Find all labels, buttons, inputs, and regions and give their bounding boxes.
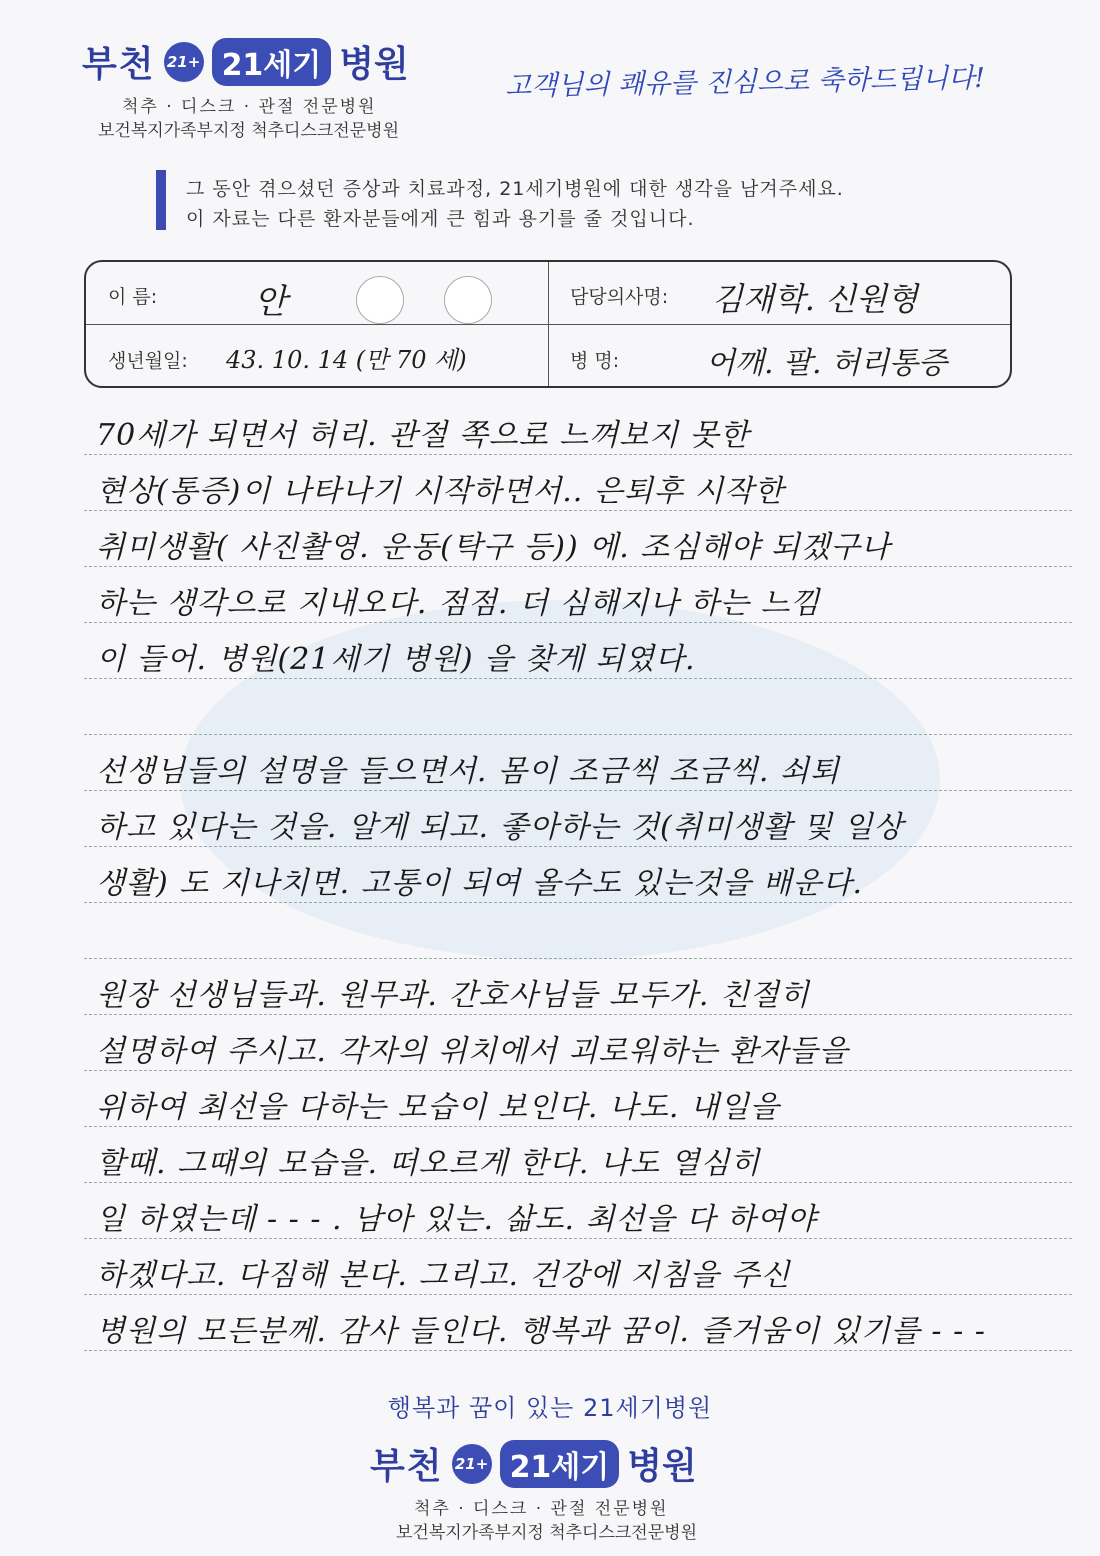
disease-label: 병 명: [570, 350, 620, 372]
ruled-line [84, 1070, 1072, 1071]
header-logo [82, 36, 409, 87]
letter-line: 이 들어. 병원(21세기 병원) 을 찾게 되였다. [96, 642, 696, 677]
doctor-label: 담당의사명: [570, 286, 669, 308]
footer-logo [370, 1438, 697, 1489]
ruled-line [84, 846, 1072, 847]
footer-subtitle-1: 척추 · 디스크 · 관절 전문병원 [414, 1499, 669, 1519]
ruled-line [84, 1294, 1072, 1295]
ruled-line [84, 1238, 1072, 1239]
letter-line: 취미생활( 사진촬영. 운동(탁구 등)) 에. 조심해야 되겠구나 [96, 530, 891, 565]
ruled-line [84, 1126, 1072, 1127]
letter-line: 원장 선생님들과. 원무과. 간호사님들 모두가. 친절히 [96, 978, 810, 1013]
logo-city: 부천 [370, 1446, 444, 1487]
info-box-divider-v [548, 262, 549, 386]
ruled-line [84, 734, 1072, 735]
letter-line: 설명하여 주시고. 각자의 위치에서 괴로워하는 환자들을 [96, 1034, 849, 1069]
logo-brand: 21세기 [212, 38, 332, 86]
footer-slogan: 행복과 꿈이 있는 21세기병원 [387, 1394, 713, 1422]
logo-badge: 21+ [164, 42, 204, 82]
ruled-line [84, 678, 1072, 679]
letter-line: 70세가 되면서 허리. 관절 쪽으로 느껴보지 못한 [96, 418, 750, 453]
letter-line: 병원의 모든분께. 감사 들인다. 행복과 꿈이. 즐거움이 있기를 - - - [96, 1314, 986, 1349]
name-label: 이 름: [108, 286, 158, 308]
letter-line: 생활) 도 지나치면. 고통이 되여 올수도 있는것을 배운다. [96, 866, 864, 901]
logo-city: 부천 [82, 44, 156, 85]
ruled-line [84, 790, 1072, 791]
birth-value: 43. 10. 14 (만 70 세) [226, 346, 467, 374]
letter-line: 할때. 그때의 모습을. 떠오르게 한다. 나도 열심히 [96, 1146, 761, 1181]
letter-line: 하는 생각으로 지내오다. 점점. 더 심해지나 하는 느낌 [96, 586, 821, 621]
redaction-circle-1 [356, 276, 404, 324]
letter-line: 선생님들의 설명을 들으면서. 몸이 조금씩 조금씩. 쇠퇴 [96, 754, 840, 789]
logo-hospital: 병원 [339, 44, 409, 85]
letter-line: 위하여 최선을 다하는 모습이 보인다. 나도. 내일을 [96, 1090, 780, 1125]
ruled-line [84, 902, 1072, 903]
logo-badge: 21+ [452, 1444, 492, 1484]
instruction-line-2: 이 자료는 다른 환자분들에게 큰 힘과 용기를 줄 것입니다. [186, 208, 695, 230]
ruled-line [84, 958, 1072, 959]
name-value: 안 [254, 282, 287, 322]
disease-value: 어깨. 팔. 허리통증 [706, 346, 948, 381]
logo-brand: 21세기 [500, 1440, 620, 1488]
letter-line: 하고 있다는 것을. 알게 되고. 좋아하는 것(취미생활 및 일상 [96, 810, 904, 845]
ruled-line [84, 1350, 1072, 1351]
instruction-bar [156, 170, 166, 230]
ruled-line [84, 1182, 1072, 1183]
ruled-line [84, 622, 1072, 623]
logo-hospital: 병원 [627, 1446, 697, 1487]
letter-line: 하겠다고. 다짐해 본다. 그리고. 건강에 지침을 주신 [96, 1258, 791, 1293]
header-slogan: 고객님의 쾌유를 진심으로 축하드립니다! [504, 62, 986, 103]
letter-line: 일 하였는데 - - - . 남아 있는. 삶도. 최선을 다 하여야 [96, 1202, 817, 1237]
info-box [84, 260, 1012, 388]
ruled-line [84, 1014, 1072, 1015]
redaction-circle-2 [444, 276, 492, 324]
birth-label: 생년월일: [108, 350, 188, 372]
letter-line: 현상(통증)이 나타나기 시작하면서.. 은퇴후 시작한 [96, 474, 785, 509]
header-subtitle-1: 척추 · 디스크 · 관절 전문병원 [122, 97, 377, 117]
ruled-line [84, 566, 1072, 567]
doctor-value: 김재학. 신원형 [712, 280, 918, 318]
header-subtitle-2: 보건복지가족부지정 척추디스크전문병원 [98, 121, 399, 141]
footer-subtitle-2: 보건복지가족부지정 척추디스크전문병원 [396, 1523, 697, 1543]
instruction-line-1: 그 동안 겪으셨던 증상과 치료과정, 21세기병원에 대한 생각을 남겨주세요. [186, 178, 844, 200]
ruled-line [84, 454, 1072, 455]
ruled-line [84, 510, 1072, 511]
